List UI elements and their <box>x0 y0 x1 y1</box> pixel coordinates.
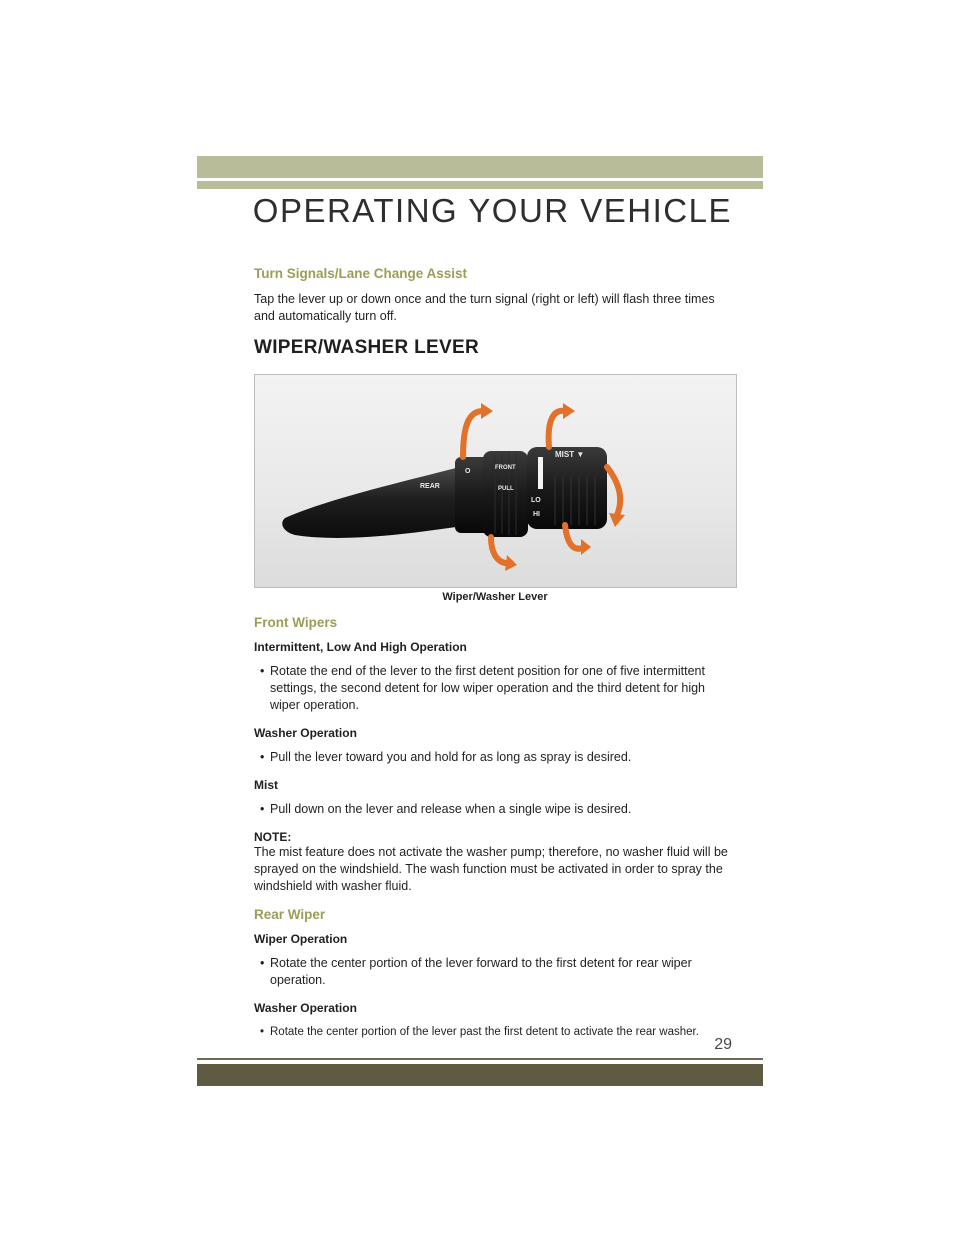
footer-band <box>197 1064 763 1086</box>
wiper-lever-illustration <box>255 375 736 587</box>
mist-bullet: • Pull down on the lever and release when a single wipe is desired. <box>260 802 632 816</box>
turn-signals-body: Tap the lever up or down once and the turn signal (right or left) will flash three times and automatically turn off. <box>254 292 715 323</box>
rear-washer-heading: Washer Operation <box>254 1001 357 1015</box>
arrowhead-4 <box>581 539 591 555</box>
note-body: The mist feature does not activate the washer pump; therefore, no washer fluid will be sprayed on the windshield. The wash function must be activated in order to spray the windshield with washer fluid. <box>254 845 728 893</box>
front-wipers-heading: Front Wipers <box>254 615 338 630</box>
page-number: 29 <box>714 1036 732 1053</box>
arrowhead-5 <box>609 513 625 527</box>
label-rear: REAR <box>420 483 440 490</box>
lever-indicator-mark <box>538 457 543 489</box>
label-lo: LO <box>531 497 541 504</box>
intermittent-heading: Intermittent, Low And High Operation <box>254 640 467 654</box>
section-title: OPERATING YOUR VEHICLE <box>252 192 732 229</box>
rear-wiper-bullet: • Rotate the center portion of the lever forward to the first detent for rear wiper operation. <box>260 956 692 987</box>
front-washer-bullet: • Pull the lever toward you and hold for as long as spray is desired. <box>260 750 632 764</box>
front-washer-heading: Washer Operation <box>254 726 357 740</box>
rear-wiper-operation-heading: Wiper Operation <box>254 932 348 946</box>
front-washer-bullet-text: Pull the lever toward you and hold for as long as spray is desired. <box>270 750 632 764</box>
arrowhead-1 <box>481 403 493 419</box>
mist-heading: Mist <box>254 778 278 792</box>
wiper-lever-figure <box>254 374 737 588</box>
rear-wiper-bullet-text: Rotate the center portion of the lever forward to the first detent for rear wiper operation. <box>270 956 692 987</box>
note-label: NOTE: <box>254 830 292 844</box>
label-front: FRONT <box>495 465 516 471</box>
footer-rule <box>197 1058 763 1060</box>
arrowhead-3 <box>563 403 575 419</box>
turn-signals-heading: Turn Signals/Lane Change Assist <box>254 266 468 281</box>
rear-wiper-heading: Rear Wiper <box>254 907 326 922</box>
intermittent-bullet-text: Rotate the end of the lever to the first detent position for one of five intermittent settings, the second detent for low wiper operation and the third detent for high wiper operation. <box>270 664 705 712</box>
header-band <box>197 156 763 178</box>
arrowhead-2 <box>505 555 517 571</box>
label-off-marker: O <box>465 468 471 475</box>
arrow-rear-top <box>463 411 483 457</box>
label-mist: MIST ▼ <box>555 450 585 459</box>
rear-washer-bullet: • Rotate the center portion of the lever past the first detent to activate the rear washer. <box>260 1026 699 1038</box>
intermittent-bullet: • Rotate the end of the lever to the first detent position for one of five intermittent settings, the second detent for low wiper operation and the third detent for high wiper operation. <box>260 664 705 712</box>
arrow-tip-right <box>607 467 620 515</box>
label-pull: PULL <box>498 486 514 492</box>
lever-front-ring <box>483 451 528 537</box>
mist-bullet-text: Pull down on the lever and release when a single wipe is desired. <box>270 802 632 816</box>
header-rule <box>197 181 763 189</box>
wiper-washer-heading: WIPER/WASHER LEVER <box>254 337 479 358</box>
lever-arm <box>282 467 470 538</box>
arrow-front-top <box>549 411 565 447</box>
label-hi: HI <box>533 511 540 518</box>
page-content <box>254 266 736 1053</box>
figure-caption: Wiper/Washer Lever <box>442 591 548 603</box>
rear-washer-bullet-text: Rotate the center portion of the lever past the first detent to activate the rear washer. <box>270 1026 699 1038</box>
